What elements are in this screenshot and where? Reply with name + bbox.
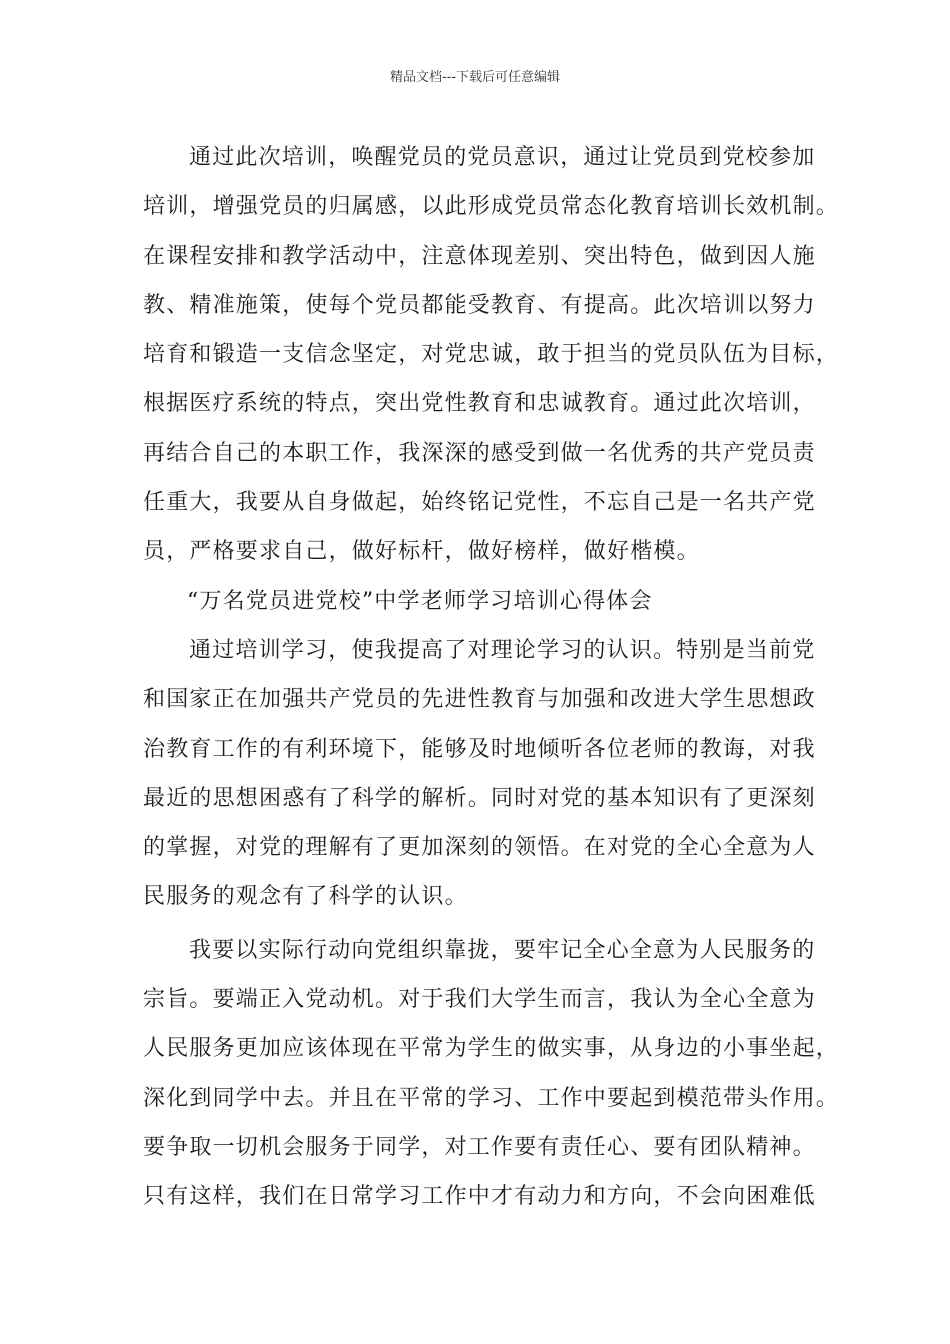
- subtitle-text: “万名党员进党校”中学老师学习培训心得体会: [187, 588, 653, 614]
- paragraph: [143, 133, 840, 577]
- paragraph-line: 我要以实际行动向党组织靠拢，要牢记全心全意为人民服务的: [189, 937, 816, 963]
- paragraph-line: 深化到同学中去。并且在平常的学习、工作中要起到模范带头作用。: [143, 1085, 840, 1111]
- paragraph-line: 的掌握，对党的理解有了更加深刻的领悟。在对党的全心全意为人: [143, 835, 816, 861]
- document-body: [143, 133, 840, 1222]
- paragraph-line: 在课程安排和教学活动中，注意体现差别、突出特色，做到因人施: [143, 243, 816, 269]
- paragraph-line: 任重大，我要从自身做起，始终铭记党性，不忘自己是一名共产党: [143, 490, 816, 516]
- paragraph-line: 教、精准施策，使每个党员都能受教育、有提高。此次培训以努力: [143, 292, 816, 318]
- paragraph: [143, 926, 840, 1222]
- paragraph-line: 培训，增强党员的归属感，以此形成党员常态化教育培训长效机制。: [143, 194, 840, 220]
- paragraph-line: 和国家正在加强共产党员的先进性教育与加强和改进大学生思想政: [143, 687, 816, 713]
- paragraph-line: 再结合自己的本职工作，我深深的感受到做一名优秀的共产党员责: [143, 440, 816, 466]
- paragraph-line: 只有这样，我们在日常学习工作中才有动力和方向，不会向困难低: [143, 1184, 816, 1210]
- paragraph-line: 要争取一切机会服务于同学，对工作要有责任心、要有团队精神。: [143, 1134, 816, 1160]
- paragraph-line: 民服务的观念有了科学的认识。: [143, 884, 468, 910]
- paragraph-line: 最近的思想困惑有了科学的解析。同时对党的基本知识有了更深刻: [143, 785, 816, 811]
- paragraph-line: 人民服务更加应该体现在平常为学生的做实事，从身边的小事坐起，: [143, 1036, 840, 1062]
- page-header: 精品文档---下载后可任意编辑: [389, 70, 561, 85]
- paragraph-line: 宗旨。要端正入党动机。对于我们大学生而言，我认为全心全意为: [143, 987, 816, 1013]
- paragraph-line: 通过培训学习，使我提高了对理论学习的认识。特别是当前党: [189, 637, 816, 663]
- paragraph-line: 根据医疗系统的特点，突出党性教育和忠诚教育。通过此次培训，: [143, 391, 816, 417]
- section-subtitle: [143, 577, 823, 626]
- paragraph-line: 通过此次培训，唤醒党员的党员意识，通过让党员到党校参加: [189, 145, 816, 170]
- paragraph-line: 员，严格要求自己，做好标杆，做好榜样，做好楷模。: [143, 539, 700, 565]
- paragraph-line: 治教育工作的有利环境下，能够及时地倾听各位老师的教诲，对我: [143, 736, 816, 762]
- paragraph: [143, 626, 823, 922]
- paragraph-line: 培育和锻造一支信念坚定，对党忠诚，敢于担当的党员队伍为目标，: [143, 342, 840, 368]
